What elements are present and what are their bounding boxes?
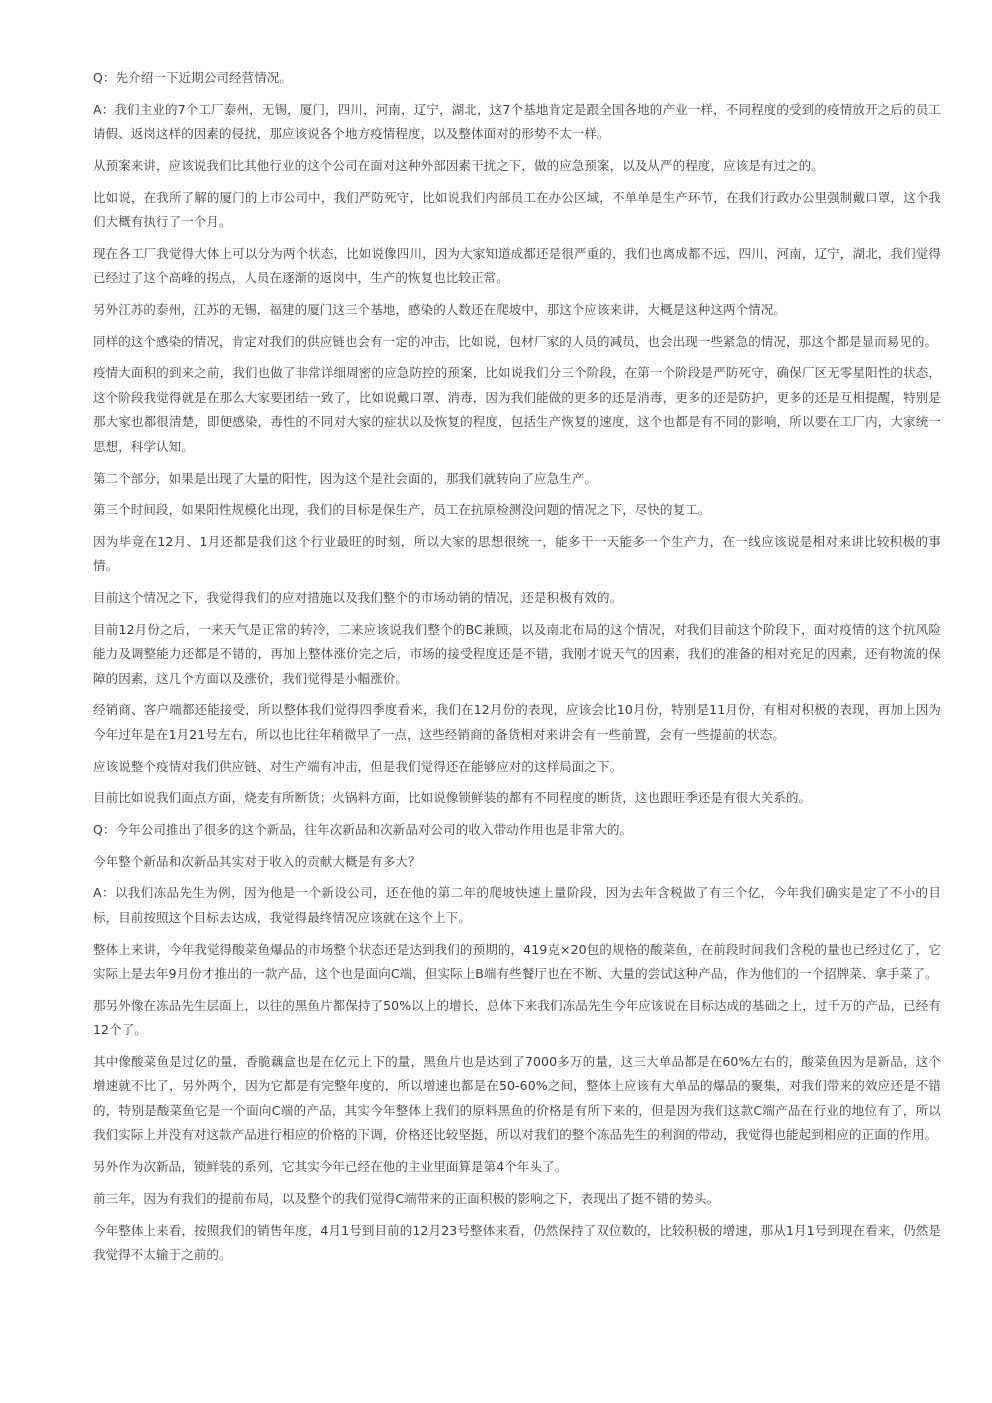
- paragraph: A：以我们冻品先生为例，因为他是一个新设公司，还在他的第二年的爬坡快速上量阶段，因为去年含税做了有三个亿，今年我们确实是定了不小的目标，目前按照这个目标去达成，我觉得最终情况应该就在这个上下。: [93, 885, 941, 925]
- paragraph: 那另外像在冻品先生层面上，以往的黑鱼片都保持了50%以上的增长，总体下来我们冻品先生今年应该说在目标达成的基础之上，过千万的产品，已经有12个了。: [93, 997, 941, 1038]
- paragraph: 因为毕竟在12月、1月还都是我们这个行业最旺的时刻，所以大家的思想很统一，能多干一天能多一个生产力，在一线应该说是相对来讲比较积极的事情。: [93, 533, 941, 574]
- paragraph: 今年整个新品和次新品其实对于收入的贡献大概是有多大？: [93, 853, 421, 869]
- paragraph: 第二个部分，如果是出现了大量的阳性，因为这个是社会面的，那我们就转向了应急生产。: [93, 470, 598, 486]
- paragraph: 另外作为次新品，锁鲜装的系列，它其实今年已经在他的主业里面算是第4个年头了。: [93, 1159, 568, 1175]
- paragraph: 目前12月份之后，一来天气是正常的转冷，二来应该说我们整个的BC兼顾，以及南北布局的这个情况，对我们目前这个阶段下，面对疫情的这个抗风险能力及调整能力还都是不错的，再加上整体涨价完之后，市场的接受程度还是不错，我刚才说天气的因素，我们的准备的相对充足的因素，还有物流的保障的因素，这几个方面以及涨价，我们觉得是小幅涨价。: [93, 621, 941, 686]
- paragraph: 从预案来讲，应该说我们比其他行业的这个公司在面对这种外部因素干扰之下，做的应急预案，以及从严的程度，应该是有过之的。: [93, 157, 824, 173]
- paragraph: 现在各工厂我觉得大体上可以分为两个状态，比如说像四川，因为大家知道成都还是很严重的，我们也离成都不远，四川，河南，辽宁，湖北，我们觉得已经过了这个高峰的拐点，人员在逐渐的返岗中，生产的恢复也比较正常。: [93, 245, 941, 286]
- paragraph: A：我们主业的7个工厂泰州，无锡，厦门，四川，河南，辽宁，湖北，这7个基地肯定是跟全国各地的产业一样，不同程度的受到的疫情放开之后的员工请假、返岗这样的因素的侵扰，那应该说各个地方疫情程度，以及整体面对的形势不太一样。: [93, 101, 941, 142]
- paragraph: 疫情大面积的到来之前，我们也做了非常详细周密的应急防控的预案，比如说我们分三个阶段，在第一个阶段是严防死守，确保厂区无零星阳性的状态，这个阶段我觉得就是在那么大家要团结一致了，比如说戴口罩、消毒，因为我们能做的更多的还是消毒，更多的还是防护，更多的还是互相提醒，特别是那大家也都很清楚，即便感染，毒性的不同对大家的症状以及恢复的程度，包括生产恢复的速度，这个也都是有不同的影响，所以要在工厂内，大家统一思想，科学认知。: [93, 365, 941, 454]
- paragraph: Q：先介绍一下近期公司经营情况。: [93, 70, 292, 85]
- paragraph: 第三个时间段，如果阳性规模化出现，我们的目标是保生产，员工在抗原检测没问题的情况之下，尽快的复工。: [93, 502, 711, 518]
- document-body: [93, 66, 941, 1275]
- paragraph: 经销商、客户端都还能接受，所以整体我们觉得四季度看来，我们在12月份的表现，应该会比10月份，特别是11月份，有相对积极的表现，再加上因为今年过年是在1月21号左右，所以也比往年稍微早了一点，这些经销商的备货相对来讲会有一些前置，会有一些提前的状态。: [93, 702, 941, 742]
- paragraph: Q：今年公司推出了很多的这个新品，往年次新品和次新品对公司的收入带动作用也是非常大的。: [93, 822, 633, 837]
- paragraph: 目前这个情况之下，我觉得我们的应对措施以及我们整个的市场动销的情况，还是积极有效的。: [93, 590, 623, 606]
- paragraph: 其中像酸菜鱼是过亿的量，香脆藕盒也是在亿元上下的量，黑鱼片也是达到了7000多万的量，这三大单品都是在60%左右的，酸菜鱼因为是新品，这个增速就不比了，另外两个，因为它都是有完整年度的，所以增速也都是在50-60%之间，整体上应该有大单品的爆品的聚集，对我们带来的效应还是不错的，特别是酸菜鱼它是一个面向C端的产品，其实今年整体上我们的原料黑鱼的价格是有所下来的，但是因为我们这款C端产品在行业的地位有了，所以我们实际上并没有对这款产品进行相应的价格的下调，价格还比较坚挺，所以对我们的整个冻品先生的利润的带动，我觉得也能起到相应的正面的作用。: [93, 1053, 941, 1143]
- paragraph: 目前比如说我们面点方面，烧麦有所断货；火锅料方面，比如说像锁鲜装的都有不同程度的断货，这也跟旺季还是有很大关系的。: [93, 790, 812, 806]
- paragraph: 整体上来讲，今年我觉得酸菜鱼爆品的市场整个状态还是达到我们的预期的，419克×20包的规格的酸菜鱼，在前段时间我们含税的量也已经过亿了，它实际上是去年9月份才推出的一款产品，这个也是面向C端，但实际上B端有些餐厅也在不断、大量的尝试这种产品，作为他们的一个招牌菜、拿手菜了。: [93, 941, 941, 982]
- paragraph: 同样的这个感染的情况，肯定对我们的供应链也会有一定的冲击，比如说，包材厂家的人员的减员，也会出现一些紧急的情况，那这个都是显而易见的。: [93, 333, 938, 349]
- paragraph: 前三年，因为有我们的提前布局，以及整个的我们觉得C端带来的正面积极的影响之下，表现出了挺不错的势头。: [93, 1190, 720, 1206]
- paragraph: 今年整体上来看，按照我们的销售年度，4月1号到目前的12月23号整体来看，仍然保持了双位数的，比较积极的增速，那从1月1号到现在看来，仍然是我觉得不太输于之前的。: [93, 1222, 941, 1262]
- paragraph: 比如说，在我所了解的厦门的上市公司中，我们严防死守，比如说我们内部员工在办公区域，不单单是生产环节，在我们行政办公里强制戴口罩，这个我们大概有执行了一个月。: [93, 189, 941, 230]
- paragraph: 应该说整个疫情对我们供应链、对生产端有冲击，但是我们觉得还在能够应对的这样局面之下。: [93, 758, 623, 774]
- paragraph: 另外江苏的泰州，江苏的无锡，福建的厦门这三个基地，感染的人数还在爬坡中，那这个应该来讲，大概是这种这两个情况。: [93, 301, 787, 317]
